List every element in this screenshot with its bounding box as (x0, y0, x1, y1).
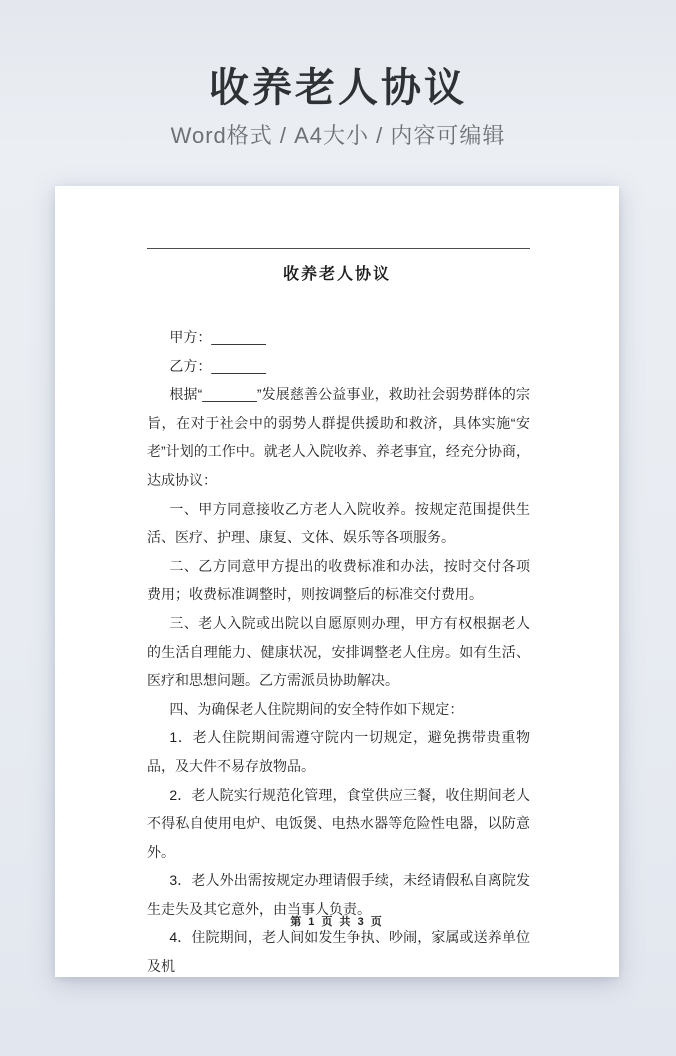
document-page (55, 186, 619, 977)
template-title: 收养老人协议 (209, 66, 467, 110)
document-paragraph: 4．住院期间，老人间如发生争执、吵闹，家属或送养单位及机 (147, 929, 530, 975)
party-b-line: 乙方：_______ (169, 357, 266, 374)
document-paragraph: 四、为确保老人住院期间的安全特作如下规定： (169, 700, 464, 717)
template-subtitle: Word格式 / A4大小 / 内容可编辑 (170, 123, 506, 148)
page-number-footer: 第 1 页 共 3 页 (290, 916, 384, 928)
document-paragraph: 3．老人外出需按规定办理请假手续，未经请假私自离院发生走失及其它意外，由当事人负责。 (147, 872, 530, 917)
document-header-rule (147, 248, 530, 249)
party-a-line: 甲方：_______ (169, 329, 266, 345)
document-paragraph: 1．老人住院期间需遵守院内一切规定，避免携带贵重物品，及大件不易存放物品。 (147, 729, 530, 774)
document-body (147, 323, 530, 981)
document-paragraph: 三、老人入院或出院以自愿原则办理，甲方有权根据老人的生活自理能力、健康状况，安排调整老人住房。如有生活、医疗和思想问题。乙方需派员协助解决。 (147, 614, 530, 689)
document-paragraph: 2．老人院实行规范化管理，食堂供应三餐，收住期间老人不得私自使用电炉、电饭煲、电热水器等危险性电器，以防意外。 (147, 786, 530, 860)
document-paragraph: 根据“_______”发展慈善公益事业，救助社会弱势群体的宗旨，在对于社会中的弱势人群提供援助和救济，具体实施“安老”计划的工作中。就老人入院收养、养老事宜，经充分协商，达成协议： (147, 386, 530, 488)
document-title: 收养老人协议 (282, 266, 391, 283)
document-paragraphs (147, 380, 530, 980)
document-paragraph: 二、乙方同意甲方提出的收费标准和办法，按时交付各项费用；收费标准调整时，则按调整后的标准交付费用。 (147, 557, 530, 603)
document-paragraph: 一、甲方同意接收乙方老人入院收养。按规定范围提供生活、医疗、护理、康复、文体、娱乐等各项服务。 (147, 500, 530, 546)
